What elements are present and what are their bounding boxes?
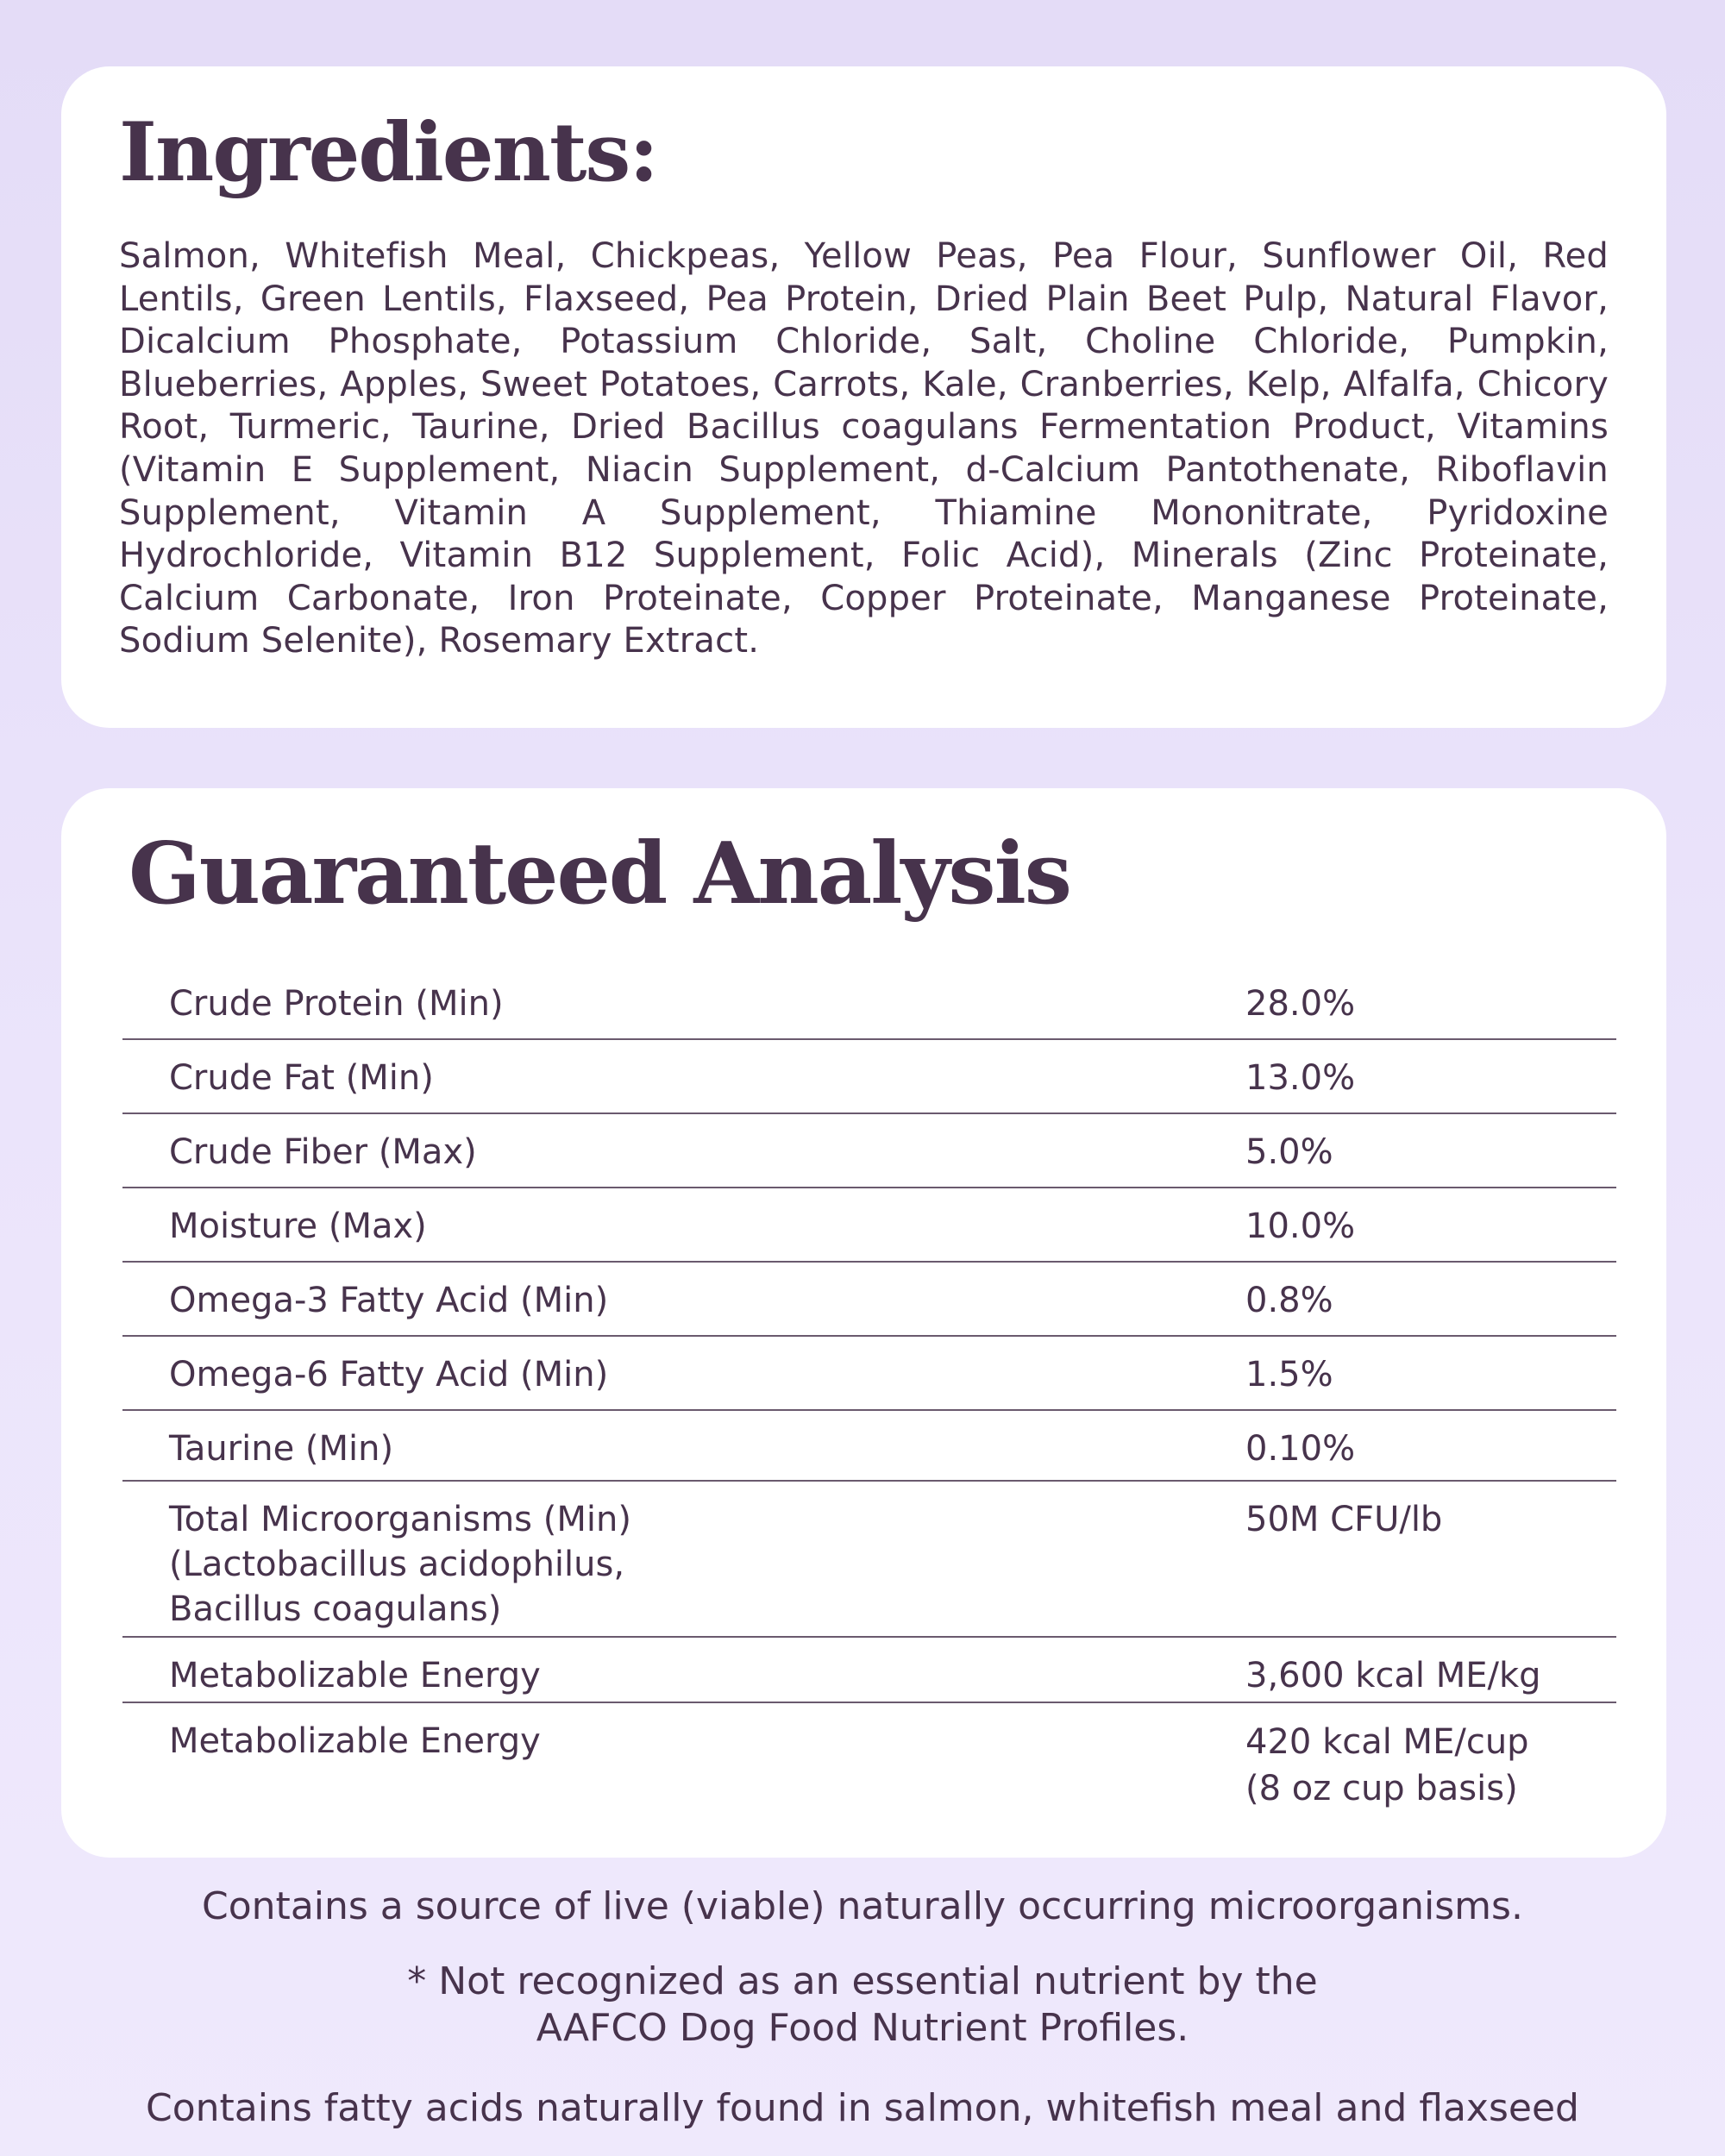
table-row (122, 1482, 1616, 1638)
nutrient-value: 10.0% (1245, 1206, 1356, 1246)
nutrient-name: Crude Fiber (Max) (169, 1132, 477, 1172)
nutrient-name: Total Microorganisms (Min) (Lactobacillus acidophilus, Bacillus coagulans) (169, 1500, 631, 1629)
aafco-footnote (0, 1959, 1725, 2052)
table-row (122, 1337, 1616, 1411)
table-row (122, 1114, 1616, 1188)
nutrient-value: 3,600 kcal ME/kg (1245, 1656, 1541, 1695)
nutrient-value: 5.0% (1245, 1132, 1333, 1172)
nutrient-value: 50M CFU/lb (1245, 1500, 1443, 1539)
nutrient-value: 420 kcal ME/cup (8 oz cup basis) (1245, 1722, 1529, 1808)
nutrient-name: Metabolizable Energy (169, 1721, 541, 1761)
table-row (122, 1411, 1616, 1482)
nutrient-name: Metabolizable Energy (169, 1656, 541, 1695)
table-row (122, 1040, 1616, 1114)
guaranteed-analysis-card (61, 788, 1666, 1858)
ingredients-list: Salmon, Whitefish Meal, Chickpeas, Yellow Peas, Pea Flour, Sunflower Oil, Red Lentils, Green Lentils, Flaxseed, Pea Protein, Dried Plain Beet Pulp, Natural Flavor, Dicalcium Phosphate, Potassium Chloride, Salt, Choline Chloride, Pumpkin, Blueberries, Apples, Sweet Potatoes, Carrots, Kale, Cranberries, Kelp, Alfalfa, Chicory Root, Turmeric, Taurine, Dried Bacillus coagulans Fermentation Product, Vitamins (Vitamin E Supplement, Niacin Supplement, d-Calcium Pantothenate, Riboflavin Supplement, Vitamin A Supplement, Thiamine Mononitrate, Pyridoxine Hydrochloride, Vitamin B12 Supplement, Folic Acid), Minerals (Zinc Proteinate, Calcium Carbonate, Iron Proteinate, Copper Proteinate, Manganese Proteinate, Sodium Selenite), Rosemary Extract. (119, 236, 1609, 661)
nutrient-name: Crude Protein (Min) (169, 984, 504, 1024)
nutrient-name: Omega-3 Fatty Acid (Min) (169, 1281, 609, 1320)
table-row (122, 1638, 1616, 1703)
live-microorganisms-note: Contains a source of live (viable) naturally occurring microorganisms. (202, 1884, 1523, 1928)
nutrient-value: 28.0% (1245, 984, 1356, 1024)
nutrient-value: 13.0% (1245, 1058, 1356, 1098)
ingredients-card (61, 66, 1666, 728)
table-row (122, 1263, 1616, 1337)
table-row (122, 966, 1616, 1040)
fatty-acids-note: Contains fatty acids naturally found in salmon, whitefish meal and flaxseed (146, 2086, 1579, 2130)
nutrient-name: Omega-6 Fatty Acid (Min) (169, 1355, 609, 1395)
ingredients-title: Ingredients: (119, 105, 657, 200)
nutrient-name: Crude Fat (Min) (169, 1058, 434, 1098)
guaranteed-analysis-title: Guaranteed Analysis (129, 824, 1070, 924)
nutrient-value: 1.5% (1245, 1355, 1333, 1395)
nutrient-name: Taurine (Min) (169, 1429, 394, 1469)
analysis-table (122, 966, 1616, 1824)
nutrient-value: 0.10% (1245, 1429, 1356, 1469)
nutrient-value: 0.8% (1245, 1281, 1333, 1320)
table-row (122, 1703, 1616, 1824)
table-row (122, 1188, 1616, 1263)
aafco-footnote-line-1: * Not recognized as an essential nutrient by the (407, 1959, 1318, 2003)
nutrient-name: Moisture (Max) (169, 1206, 427, 1246)
aafco-footnote-line-2: AAFCO Dog Food Nutrient Profiles. (536, 2006, 1189, 2050)
